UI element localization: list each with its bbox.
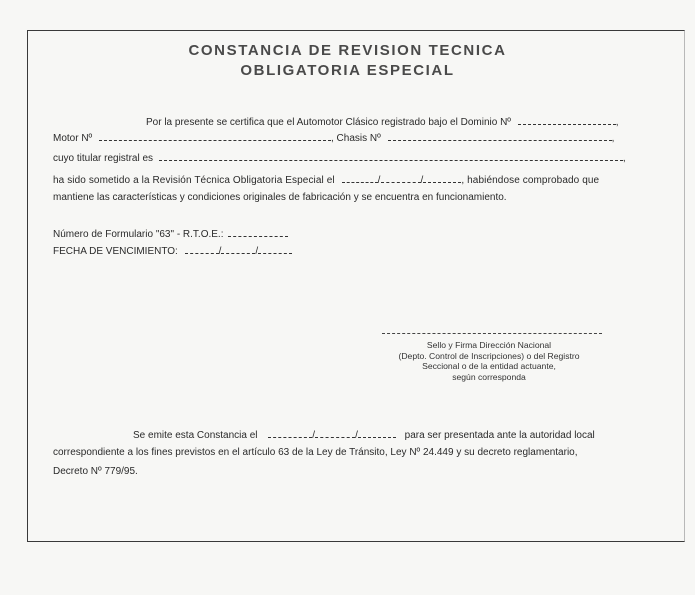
titular-line <box>53 151 626 164</box>
vencimiento-slash-1: / <box>218 246 222 257</box>
dominio-line-end: , <box>615 117 619 128</box>
autoridad-text: para ser presentada ante la autoridad local <box>404 430 595 441</box>
vencimiento-slash-2: / <box>255 246 259 257</box>
vencimiento-label: FECHA DE VENCIMIENTO: <box>53 246 178 257</box>
signature-block <box>358 340 620 382</box>
vencimiento-day-field[interactable] <box>185 244 219 254</box>
titular-line-end: , <box>622 153 626 164</box>
emision-year-field[interactable] <box>358 428 396 438</box>
comprobado-text: , habiéndose comprobado que <box>461 175 600 186</box>
signature-line[interactable] <box>382 333 602 334</box>
articulo-line: correspondiente a los fines previstos en el artículo 63 de la Ley de Tránsito, Ley Nº 24.449 y su decreto reglamentario, <box>53 447 578 458</box>
motor-field[interactable] <box>99 131 331 141</box>
formulario-field[interactable] <box>228 227 288 237</box>
dominio-field[interactable] <box>518 115 616 125</box>
dominio-line <box>146 115 619 128</box>
signature-caption-2: (Depto. Control de Inscripciones) o del Registro <box>398 350 580 361</box>
chasis-line-end: , <box>611 133 615 144</box>
revision-year-field[interactable] <box>423 173 461 183</box>
decreto-line: Decreto Nº 779/95. <box>53 466 138 477</box>
signature-caption-3: Seccional o de la entidad actuante, <box>422 361 556 372</box>
vencimiento-line <box>53 244 292 257</box>
titular-field[interactable] <box>159 151 623 161</box>
formulario-line <box>53 227 288 240</box>
revision-day-field[interactable] <box>342 173 378 183</box>
signature-caption-1: Sello y Firma Dirección Nacional <box>426 340 552 350</box>
emision-slash-1: / <box>312 430 316 441</box>
emision-line <box>133 428 595 441</box>
revision-label: ha sido sometido a la Revisión Técnica Obligatoria Especial el <box>53 175 335 186</box>
revision-slash-1: / <box>377 175 381 186</box>
document-title-line2: OBLIGATORIA ESPECIAL <box>240 62 455 79</box>
condiciones-line: mantiene las características y condiciones originales de fabricación y se encuentra en funcionamiento. <box>53 192 507 203</box>
emision-slash-2: / <box>355 430 358 441</box>
revision-date-line <box>53 173 599 186</box>
signature-caption-4: según corresponda <box>452 371 526 382</box>
vencimiento-year-field[interactable] <box>258 244 292 254</box>
motor-label: Motor Nº <box>53 133 93 144</box>
dominio-label: Por la presente se certifica que el Automotor Clásico registrado bajo el Dominio Nº <box>146 117 511 128</box>
titular-label: cuyo titular registral es <box>53 153 154 164</box>
formulario-label: Número de Formulario "63" - R.T.O.E.: <box>53 229 224 240</box>
chasis-label: , Chasis Nº <box>331 133 381 144</box>
emision-month-field[interactable] <box>315 428 355 438</box>
vencimiento-month-field[interactable] <box>221 244 255 254</box>
revision-slash-2: / <box>420 175 424 186</box>
motor-chasis-line <box>53 131 614 144</box>
revision-month-field[interactable] <box>381 173 421 183</box>
emision-label: Se emite esta Constancia el <box>133 430 258 441</box>
chasis-field[interactable] <box>388 131 612 141</box>
document-title-line1: CONSTANCIA DE REVISION TECNICA <box>188 42 507 59</box>
emision-day-field[interactable] <box>268 428 312 438</box>
